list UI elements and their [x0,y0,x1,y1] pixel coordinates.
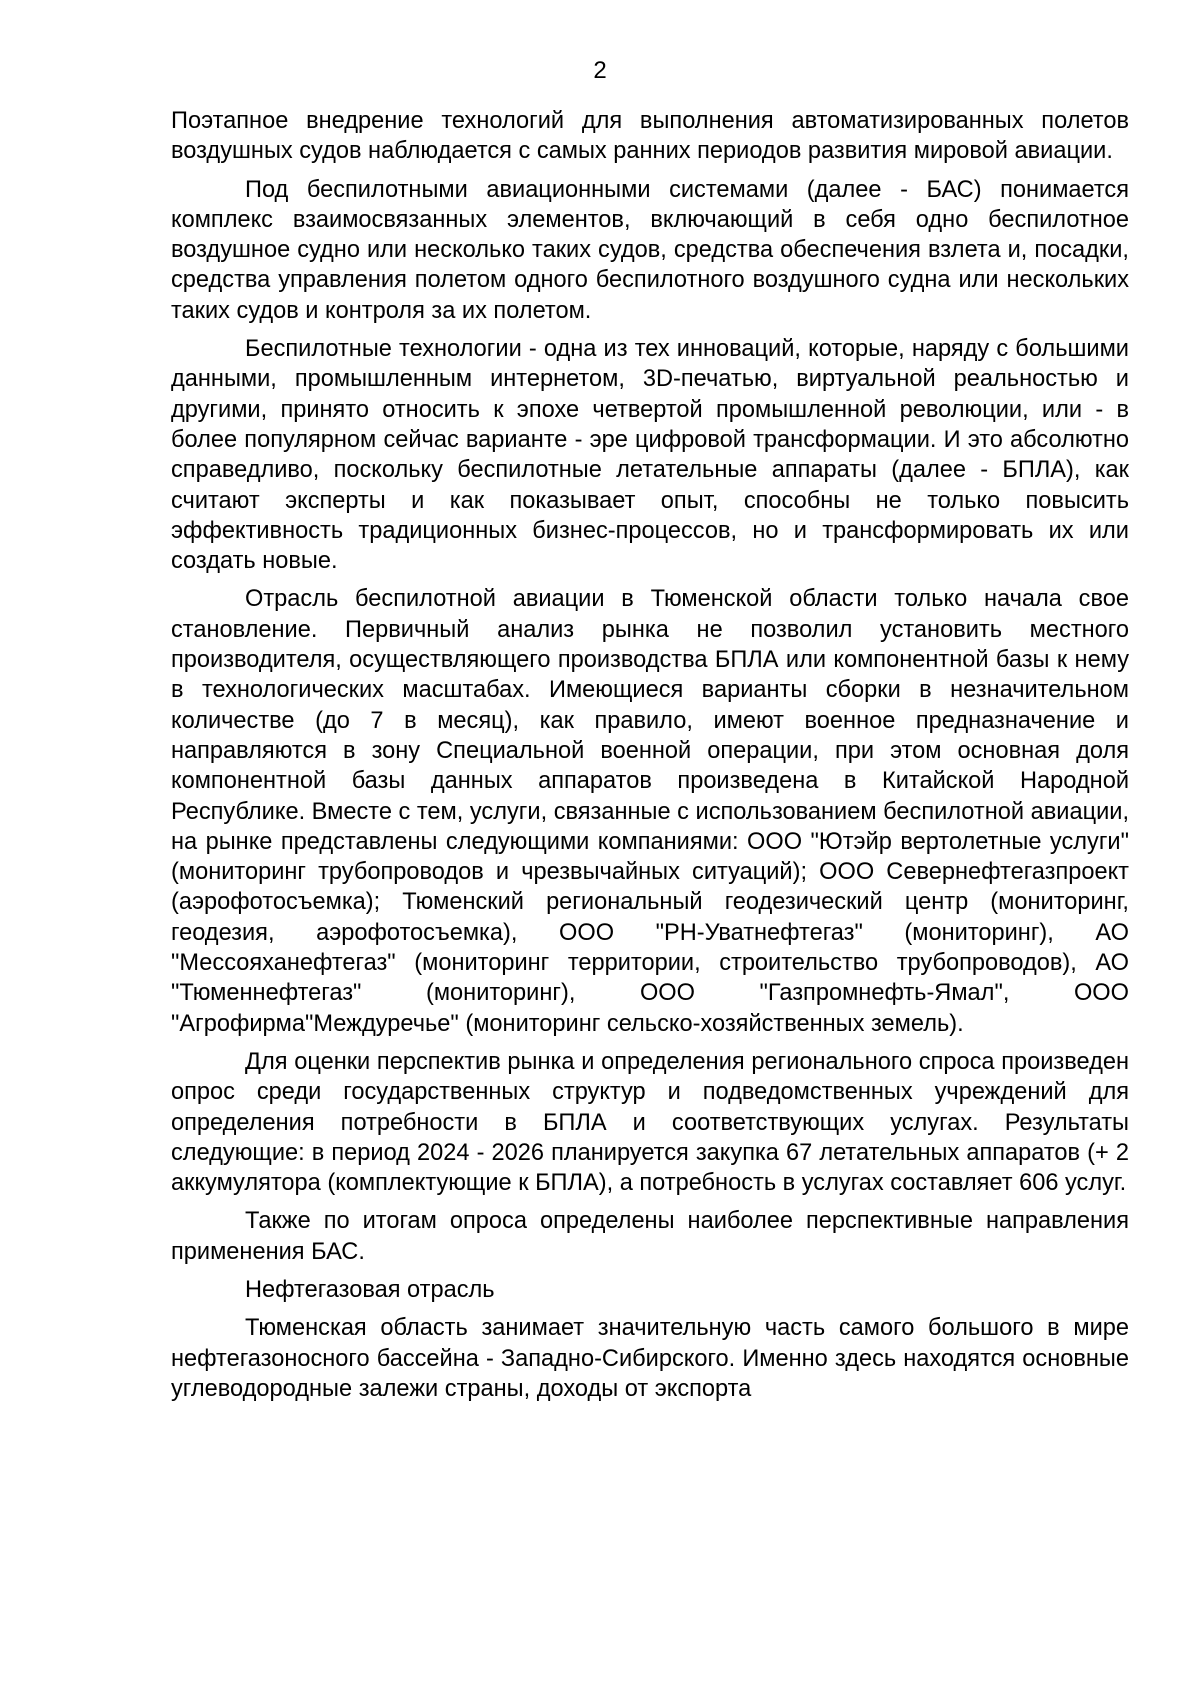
page-number: 2 [593,57,607,84]
document-body [171,106,1129,1412]
section-heading-oil-gas: Нефтегазовая отрасль [245,1276,495,1303]
paragraph-bas-definition: Под беспилотными авиационными системами (далее - БАС) понимается комплекс взаимосвязанных элементов, включающий в себя одно беспилотное воздушное судно или несколько таких судов, средства обеспечения взлета и, посадки, средства управления полетом одного беспилотного воздушного судна или нескольких таких судов и контроля за их полетом. [171,176,1129,324]
paragraph-oil-gas-region: Тюменская область занимает значительную часть самого большого в мире нефтегазоносного бассейна - Западно-Сибирского. Именно здесь находятся основные углеводородные залежи страны, доходы от экспорта [171,1315,1129,1402]
paragraph-regional-market: Отрасль беспилотной авиации в Тюменской области только начала свое становление. Первичный анализ рынка не позволил установить местного производителя, осуществляющего производства БПЛА или компонентной базы к нему в технологических масштабах. Имеющиеся варианты сборки в незначительном количестве (до 7 в месяц), как правило, имеют военное предназначение и направляются в зону Специальной военной операции, при этом основная доля компонентной базы данных аппаратов произведена в Китайской Народной Республике. Вместе с тем, услуги, связанные с использованием беспилотной авиации, на рынке представлены следующими компаниями: ООО "Ютэйр вертолетные услуги" (мониторинг трубопроводов и чрезвычайных ситуаций); ООО Севернефтегазпроект (аэрофотосъемка); Тюменский региональный геодезический центр (мониторинг, геодезия, аэрофотосъемка), ООО "РН-Уватнефтегаз" (мониторинг), АО "Мессояханефтегаз" (мониторинг территории, строительство трубопроводов), АО "Тюменнефтегаз" (мониторинг), ООО "Газпромнефть-Ямал", ООО "Агрофирма"Междуречье" (мониторинг сельско-хозяйственных земель). [171,586,1129,1037]
paragraph-survey-directions: Также по итогам опроса определены наиболее перспективные направления применения БАС. [171,1208,1129,1265]
paragraph-survey-results: Для оценки перспектив рынка и определения регионального спроса произведен опрос среди государственных структур и подведомственных учреждений для определения потребности в БПЛА и соответствующих услугах. Результаты следующие: в период 2024 - 2026 планируется закупка 67 летательных аппаратов (+ 2 аккумулятора (комплектующие к БПЛА), а потребность в услугах составляет 606 услуг. [171,1048,1129,1197]
paragraph-drone-technologies: Беспилотные технологии - одна из тех инноваций, которые, наряду с большими данными, промышленным интернетом, 3D-печатью, виртуальной реальностью и другими, принято относить к эпохе четвертой промышленной революции, или - в более популярном сейчас варианте - эре цифровой трансформации. И это абсолютно справедливо, поскольку беспилотные летательные аппараты (далее - БПЛА), как считают эксперты и как показывает опыт, способны не только повысить эффективность традиционных бизнес-процессов, но и трансформировать их или создать новые. [171,336,1129,575]
paragraph-automation-history: Поэтапное внедрение технологий для выполнения автоматизированных полетов воздушных судов наблюдается с самых ранних периодов развития мировой авиации. [171,108,1129,165]
